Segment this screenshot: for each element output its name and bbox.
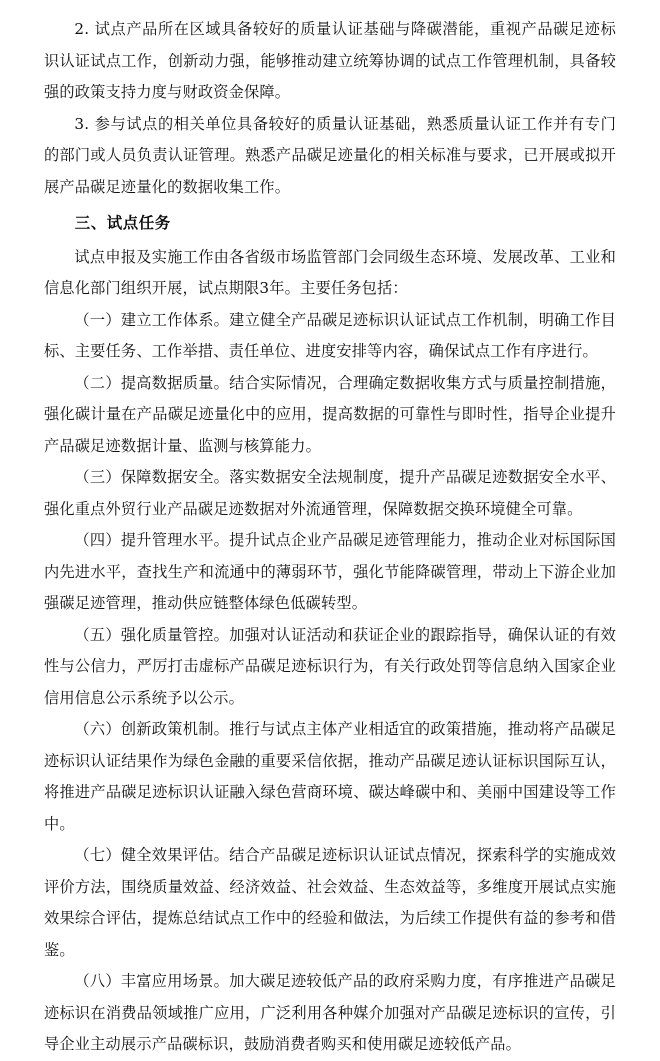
paragraph-block	[44, 242, 616, 305]
paragraph-task-7: （七）健全效果评估。结合产品碳足迹标识认证试点情况，探索科学的实施成效评价方法，围绕质量效益、经济效益、社会效益、生态效益等，多维度开展试点实施效果综合评估，提炼总结试点工作中的经验和做法，为后续工作提供有益的参考和借鉴。	[44, 846, 616, 959]
paragraph-block	[44, 368, 616, 463]
paragraph-block	[44, 305, 616, 368]
paragraph-block	[44, 525, 616, 620]
paragraph-task-5: （五）强化质量管控。加强对认证活动和获证企业的跟踪指导，确保认证的有效性与公信力，严厉打击虚标产品碳足迹标识行为，有关行政处罚等信息纳入国家企业信用信息公示系统予以公示。	[44, 625, 616, 707]
paragraph-task-3: （三）保障数据安全。落实数据安全法规制度，提升产品碳足迹数据安全水平、强化重点外贸行业产品碳足迹数据对外流通管理，保障数据交换环境健全可靠。	[44, 468, 616, 518]
paragraph-block	[44, 462, 616, 525]
paragraph-item-2: 2. 试点产品所在区域具备较好的质量认证基础与降碳潜能，重视产品碳足迹标识认证试点工作，创新动力强，能够推动建立统筹协调的试点工作管理机制，具备较强的政策支持力度与财政资金保障。	[44, 20, 616, 101]
paragraph-task-1: （一）建立工作体系。建立健全产品碳足迹标识认证试点工作机制，明确工作目标、主要任务、工作举措、责任单位、进度安排等内容，确保试点工作有序进行。	[44, 310, 616, 360]
paragraph-task-6: （六）创新政策机制。推行与试点主体产业相适宜的政策措施，推动将产品碳足迹标识认证结果作为绿色金融的重要采信依据，推动产品碳足迹认证标识国际互认，将推进产品碳足迹标识认证融入绿色营商环境、碳达峰碳中和、美丽中国建设等工作中。	[44, 720, 616, 833]
section-heading-three: 三、试点任务	[74, 214, 171, 232]
paragraph-block	[44, 14, 616, 109]
paragraph-intro-tasks: 试点申报及实施工作由各省级市场监管部门会同级生态环境、发展改革、工业和信息化部门组织开展，试点期限3年。主要任务包括：	[44, 247, 616, 297]
paragraph-block	[44, 109, 616, 204]
paragraph-block	[44, 966, 616, 1061]
paragraph-block	[44, 620, 616, 715]
paragraph-task-2: （二）提高数据质量。结合实际情况，合理确定数据收集方式与质量控制措施，强化碳计量在产品碳足迹量化中的应用，提高数据的可靠性与即时性，指导企业提升产品碳足迹数据计量、监测与核算能力。	[44, 373, 616, 455]
paragraph-block	[44, 840, 616, 966]
heading-block	[44, 208, 616, 240]
paragraph-task-8: （八）丰富应用场景。加大碳足迹较低产品的政府采购力度，有序推进产品碳足迹标识在消费品领域推广应用，广泛利用各种媒介加强对产品碳足迹标识的宣传，引导企业主动展示产品碳标识，鼓励消费者购买和使用碳足迹较低产品。	[44, 972, 616, 1053]
paragraph-block	[44, 714, 616, 840]
paragraph-task-4: （四）提升管理水平。提升试点企业产品碳足迹管理能力，推动企业对标国际国内先进水平，查找生产和流通中的薄弱环节，强化节能降碳管理，带动上下游企业加强碳足迹管理，推动供应链整体绿色低碳转型。	[44, 531, 616, 612]
paragraph-item-3: 3. 参与试点的相关单位具备较好的质量认证基础，熟悉质量认证工作并有专门的部门或人员负责认证管理。熟悉产品碳足迹量化的相关标准与要求，已开展或拟开展产品碳足迹量化的数据收集工作。	[44, 114, 616, 196]
